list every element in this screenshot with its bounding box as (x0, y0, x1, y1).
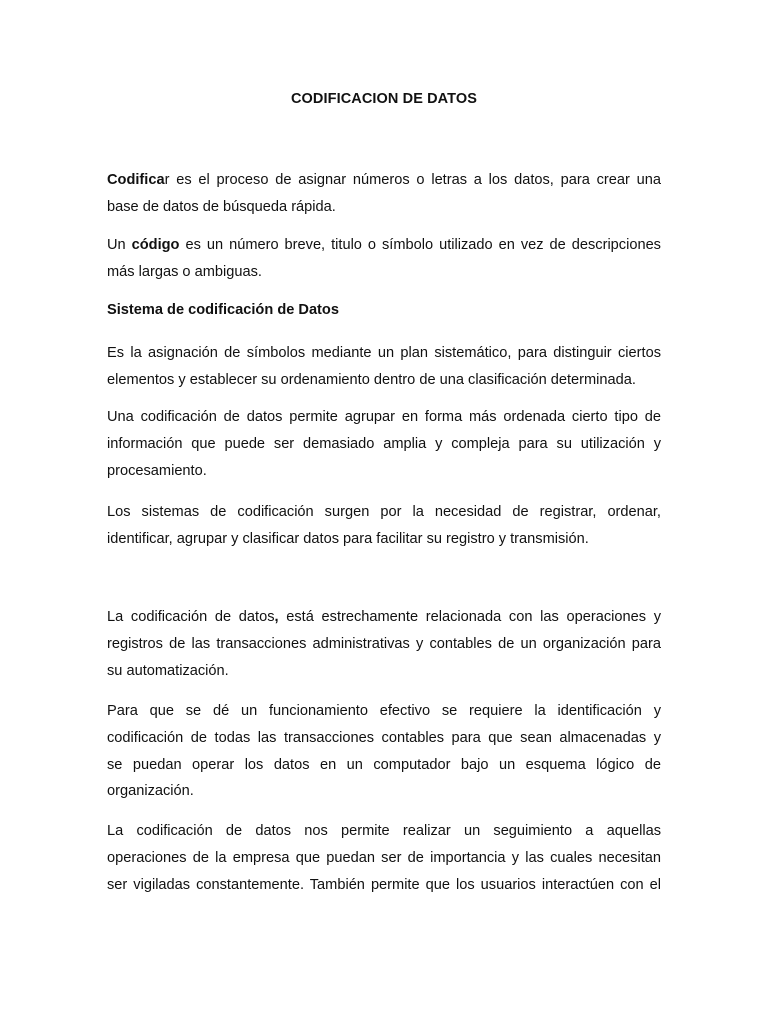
paragraph-line: Es la asignación de símbolos mediante un plan sistemático, para distinguir ciertos (107, 345, 661, 361)
paragraph-agrupar (107, 404, 661, 484)
paragraph-line: base de datos de búsqueda rápida. (107, 198, 336, 215)
paragraph-codigo-definition (107, 232, 661, 286)
paragraph-line: se puedan operar los datos en un computador bajo un esquema lógico de (107, 756, 661, 773)
text-run: está estrechamente relacionada con las operaciones y (278, 609, 661, 625)
paragraph-line: registros de las transacciones administrativas y contables de un organización para (107, 635, 661, 652)
paragraph-line: La codificación de datos nos permite realizar un seguimiento a aquellas (107, 823, 661, 839)
text-run: Un (107, 237, 132, 253)
paragraph-line: ser vigiladas constantemente. También permite que los usuarios interactúen con el (107, 876, 661, 893)
paragraph-line: su automatización. (107, 662, 229, 679)
paragraph-line: Una codificación de datos permite agrupar en forma más ordenada cierto tipo de (107, 409, 661, 425)
paragraph-funcionamiento (107, 698, 661, 805)
paragraph-line: Los sistemas de codificación surgen por la necesidad de registrar, ordenar, (107, 504, 661, 520)
paragraph-asignacion (107, 340, 661, 394)
paragraph-line: codificación de todas las transacciones contables para que sean almacenadas y (107, 729, 661, 746)
paragraph-line (107, 604, 661, 631)
paragraph-line (107, 232, 661, 259)
paragraph-line (107, 167, 661, 194)
text-run: es un número breve, titulo o símbolo utilizado en vez de descripciones (179, 237, 661, 253)
bold-comma: , (274, 609, 279, 625)
paragraph-line: identificar, agrupar y clasificar datos para facilitar su registro y transmisión. (107, 530, 589, 547)
paragraph-seguimiento (107, 818, 661, 898)
text-run: La codificación de datos (107, 609, 275, 625)
paragraph-line: más largas o ambiguas. (107, 263, 262, 280)
paragraph-line: organización. (107, 783, 194, 800)
bold-term: Codifica (107, 172, 165, 188)
bold-term: código (131, 237, 180, 253)
document-page (107, 0, 661, 1024)
paragraph-relacionada (107, 604, 661, 684)
text-run: r es el proceso de asignar números o letras a los datos, para crear una (164, 172, 661, 188)
section-heading: Sistema de codificación de Datos (107, 302, 339, 318)
paragraph-line: información que puede ser demasiado amplia y compleja para su utilización y (107, 435, 661, 452)
paragraph-line: procesamiento. (107, 462, 207, 479)
paragraph-codificar-definition (107, 167, 661, 221)
paragraph-line: Para que se dé un funcionamiento efectivo se requiere la identificación y (107, 703, 661, 719)
paragraph-sistemas (107, 499, 661, 553)
paragraph-line: operaciones de la empresa que puedan ser de importancia y las cuales necesitan (107, 849, 661, 866)
paragraph-line: elementos y establecer su ordenamiento dentro de una clasificación determinada. (107, 371, 636, 388)
document-title: CODIFICACION DE DATOS (290, 91, 478, 107)
